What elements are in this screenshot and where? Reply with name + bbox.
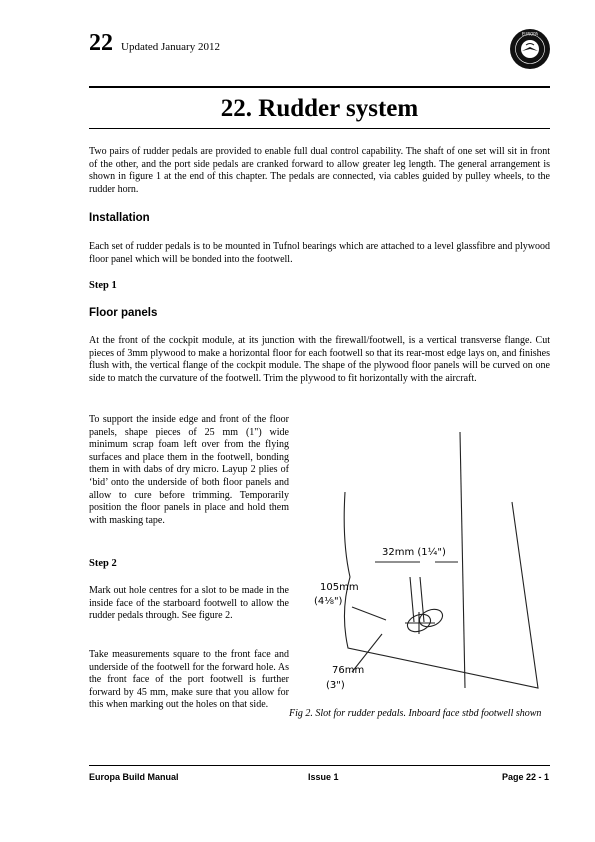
installation-paragraph: Each set of rudder pedals is to be mounted in Tufnol bearings which are attached to a level glassfibre and plywood floor panel which will be bonded into the footwell. (89, 241, 550, 265)
footer-page: Page 22 - 1 (501, 772, 549, 782)
intro-paragraph: Two pairs of rudder pedals are provided to enable full dual control capability. The shaft of one set will sit in front of the other, and the port side pedals are cranked forward to allow greater leg length. The general arrangement is shown in figure 1 at the end of this chapter. The pedals are connected, via cables guided by pulley wheels, to the rudder horn. (89, 146, 550, 195)
figure-2-slot-drawing (290, 412, 560, 712)
installation-heading: Installation (89, 212, 150, 224)
page-number: 22 (89, 30, 113, 56)
step2-label: Step 2 (89, 558, 117, 569)
step1-label: Step 1 (89, 280, 117, 291)
dim-width-label: 32mm (1¼") (382, 547, 446, 558)
step2-paragraph-1: Mark out hole centres for a slot to be made in the inside face of the starboard footwell to allow the rudder pedals through. See figure 2. (89, 585, 289, 622)
floor-panels-heading: Floor panels (89, 307, 158, 319)
step1-paragraph-2: To support the inside edge and front of the floor panels, shape pieces of 25 mm (1") wide minimum scrap foam left over from the flying surfaces and place them in the footwell, bonding them in with dabs of dry micro. Layup 2 plies of ‘bid’ onto the underside of both floor panels and allow to cure before trimming. Temporarily position the floor panels in place and hold them with masking tape. (89, 414, 289, 526)
updated-date: Updated January 2012 (121, 41, 220, 53)
logo-text: EUROPA (521, 31, 539, 37)
title-rule (89, 128, 550, 129)
header-rule (89, 86, 550, 88)
dim-bottom-in-label: (3") (326, 680, 345, 691)
dim-height-mm-label: 105mm (320, 582, 359, 593)
step1-paragraph-1: At the front of the cockpit module, at its junction with the firewall/footwell, is a vertical transverse flange. Cut pieces of 3mm plywood to make a horizontal floor for each footwell so that its rear-most edge lays on, and finishes flush with, the vertical flange of the cockpit module. The shape of the plywood floor panels will be curved on one side to match the curvature of the footwell. Trim the plywood to fit horizontally with the aircraft. (89, 335, 550, 384)
footer-issue: Issue 1 (308, 772, 339, 782)
dim-bottom-mm-label: 76mm (332, 665, 365, 676)
europa-logo-icon (509, 28, 551, 70)
dim-height-in-label: (4⅛") (314, 596, 343, 607)
chapter-title: 22. Rudder system (220, 95, 419, 122)
figure-2-caption: Fig 2. Slot for rudder pedals. Inboard face stbd footwell shown (289, 708, 542, 719)
step2-paragraph-2: Take measurements square to the front face and underside of the footwell for the forward hole. As the front face of the port footwell is further forward by 45 mm, make sure that you allow for this when marking out the holes on that side. (89, 649, 289, 711)
footer-rule (89, 765, 550, 766)
footer-manual-title: Europa Build Manual (89, 772, 179, 782)
